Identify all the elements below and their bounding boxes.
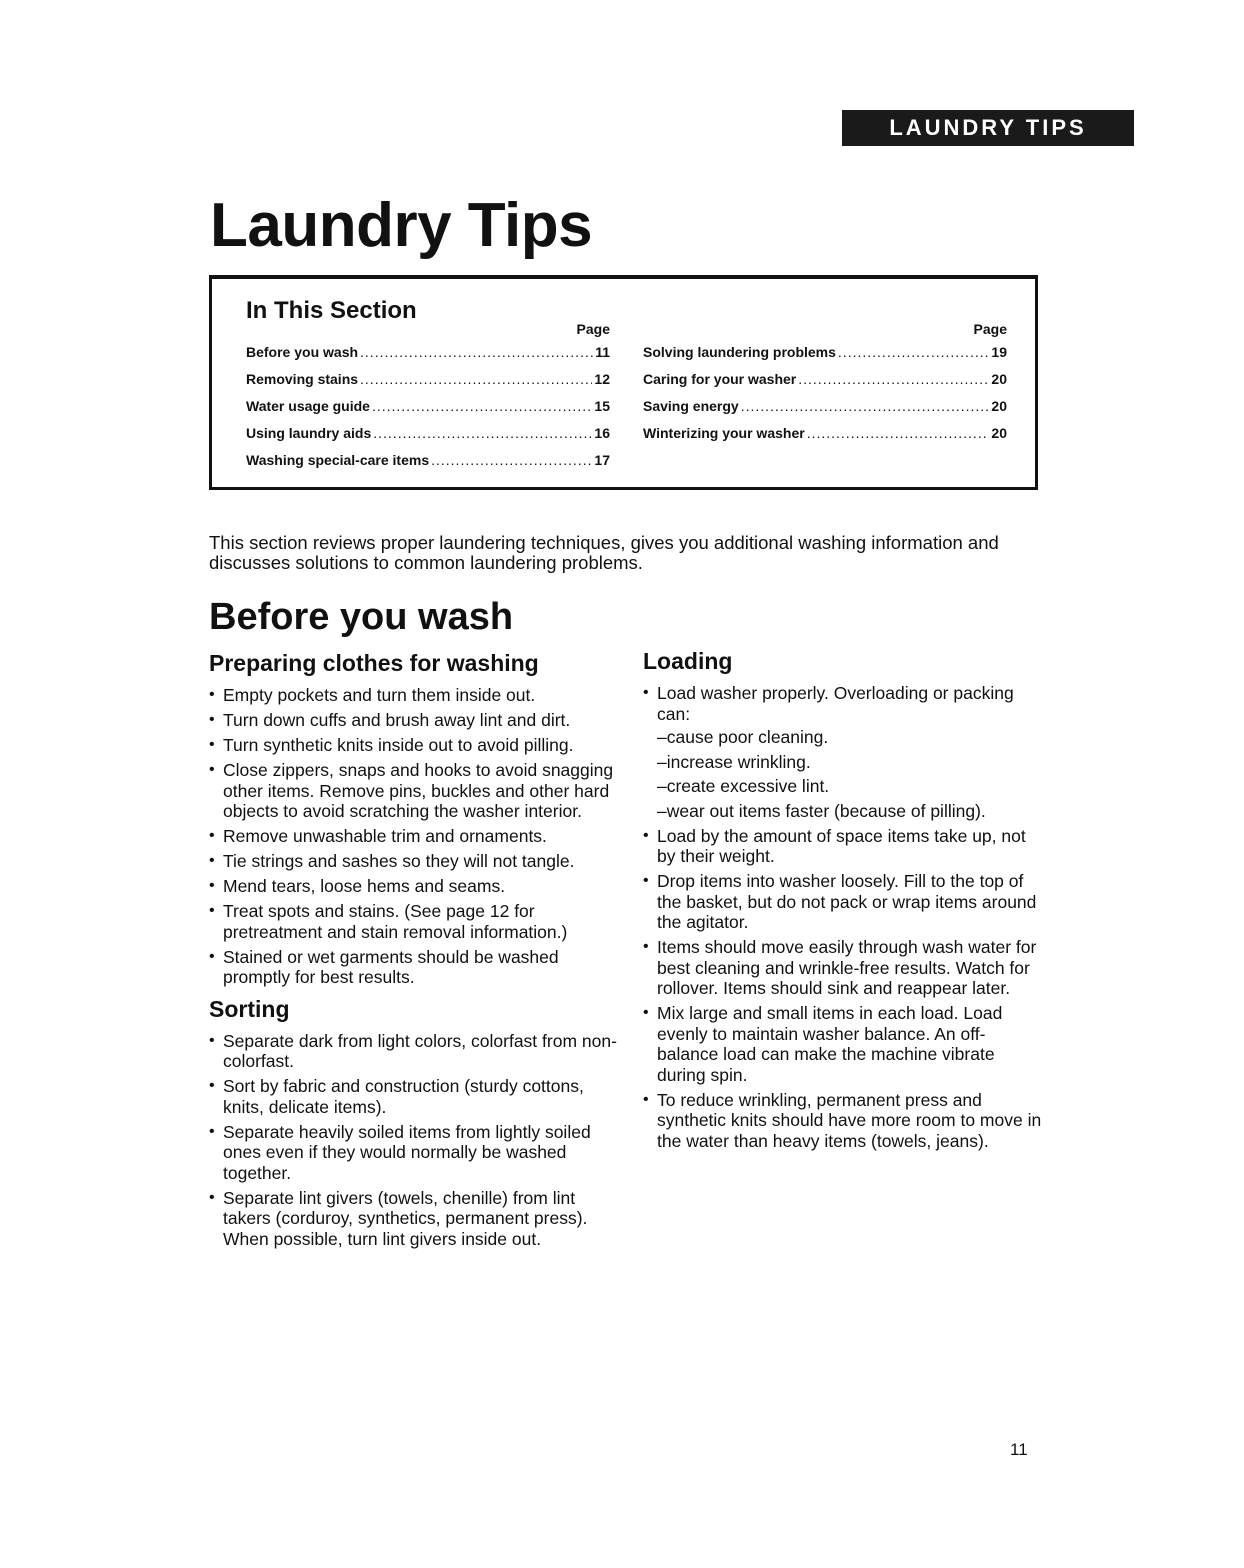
list-item: • Drop items into washer loosely. Fill to the top of the basket, but do not pack or wrap items around the agitator. <box>643 871 1043 933</box>
section-title: Before you wash <box>209 596 514 638</box>
list-item <box>643 683 1043 821</box>
list-item: • Sort by fabric and construction (sturdy cottons, knits, delicate items). <box>209 1076 619 1117</box>
list-item: • Empty pockets and turn them inside out. <box>209 685 619 706</box>
sorting-heading: Sorting <box>209 995 290 1022</box>
toc-column-right <box>643 321 1007 447</box>
toc-page-label: Page <box>576 321 610 337</box>
toc-leader-dots <box>838 339 990 366</box>
sub-list-item: –cause poor cleaning. <box>657 727 829 747</box>
toc-leader-dots <box>360 366 592 393</box>
preparing-list <box>209 685 619 988</box>
toc-leader-dots <box>798 366 989 393</box>
toc-entry-page: 16 <box>594 425 610 441</box>
toc-entry-page: 19 <box>991 344 1007 360</box>
preparing-heading: Preparing clothes for washing <box>209 650 539 676</box>
sub-list-item: –increase wrinkling. <box>657 751 811 772</box>
toc-entry-page: 12 <box>594 371 610 387</box>
sorting-list <box>209 1031 619 1250</box>
toc-entry-page: 11 <box>595 344 610 360</box>
toc-entry-label: Removing stains <box>246 371 359 387</box>
toc-column-left <box>246 321 610 474</box>
left-column <box>209 650 619 1254</box>
toc-entry <box>643 339 1007 366</box>
sub-list-item: –wear out items faster (because of pilling). <box>657 800 986 821</box>
page-title: Laundry Tips <box>210 191 593 260</box>
toc-entry <box>246 420 610 447</box>
toc-leader-dots <box>360 339 593 366</box>
list-item: • Turn synthetic knits inside out to avoid pilling. <box>209 735 619 756</box>
toc-leader-dots <box>373 420 592 447</box>
list-item: • To reduce wrinkling, permanent press and synthetic knits should have more room to move in the water than heavy items (towels, jeans). <box>643 1090 1043 1152</box>
toc-entry-page: 20 <box>991 425 1007 441</box>
toc-entry-label: Water usage guide <box>246 398 370 414</box>
list-item: • Mend tears, loose hems and seams. <box>209 876 619 897</box>
toc-leader-dots <box>431 447 592 474</box>
toc-entry-page: 20 <box>991 371 1007 387</box>
list-item: • Separate dark from light colors, colorfast from non-colorfast. <box>209 1031 619 1072</box>
toc-entry-label: Using laundry aids <box>246 425 372 441</box>
toc-entry <box>246 339 610 366</box>
toc-entry <box>643 366 1007 393</box>
toc-entry <box>643 393 1007 420</box>
sub-list-item: –create excessive lint. <box>657 776 830 796</box>
list-item: • Turn down cuffs and brush away lint and dirt. <box>209 710 619 731</box>
toc-entry-label: Washing special-care items <box>246 452 430 468</box>
toc-heading: In This Section <box>246 297 417 324</box>
loading-list <box>643 683 1043 1151</box>
toc-box <box>209 275 1038 490</box>
toc-entry-label: Winterizing your washer <box>643 425 805 441</box>
toc-entry-label: Solving laundering problems <box>643 344 836 360</box>
loading-sub-list <box>657 727 1043 821</box>
toc-entry-page: 20 <box>991 398 1007 414</box>
section-tab-banner: LAUNDRY TIPS <box>842 110 1134 146</box>
toc-entry-label: Saving energy <box>643 398 739 414</box>
toc-entry <box>246 366 610 393</box>
list-item-text: Load washer properly. Overloading or packing can: <box>657 683 1014 724</box>
toc-entry <box>643 420 1007 447</box>
toc-leader-dots <box>741 393 990 420</box>
toc-entry <box>246 447 610 474</box>
loading-heading: Loading <box>643 648 733 674</box>
toc-entry-label: Before you wash <box>246 344 359 360</box>
toc-entry-page: 17 <box>594 452 610 468</box>
right-column <box>643 648 1043 1156</box>
toc-page-label: Page <box>973 321 1007 337</box>
toc-leader-dots <box>807 420 990 447</box>
toc-entry <box>246 393 610 420</box>
toc-entry-page: 15 <box>594 398 610 414</box>
list-item: • Separate lint givers (towels, chenille) from lint takers (corduroy, synthetics, permanent press). When possible, turn lint givers inside out. <box>209 1188 619 1250</box>
list-item: • Treat spots and stains. (See page 12 for pretreatment and stain removal information.) <box>209 901 619 942</box>
list-item: • Stained or wet garments should be washed promptly for best results. <box>209 947 619 988</box>
intro-paragraph: This section reviews proper laundering techniques, gives you additional washing information and discusses solutions to common laundering problems. <box>209 531 999 573</box>
list-item: • Mix large and small items in each load. Load evenly to maintain washer balance. An off-balance load can make the machine vibrate during spin. <box>643 1003 1043 1085</box>
page-number: 11 <box>1010 1440 1028 1459</box>
list-item: • Items should move easily through wash water for best cleaning and wrinkle-free results. Watch for rollover. Items should sink and reappear later. <box>643 937 1043 999</box>
list-item: • Remove unwashable trim and ornaments. <box>209 826 619 847</box>
list-item: • Separate heavily soiled items from lightly soiled ones even if they would normally be washed together. <box>209 1122 619 1184</box>
toc-entry-label: Caring for your washer <box>643 371 797 387</box>
list-item: • Close zippers, snaps and hooks to avoid snagging other items. Remove pins, buckles and other hard objects to avoid scratching the washer interior. <box>209 760 619 822</box>
list-item: • Tie strings and sashes so they will not tangle. <box>209 851 619 872</box>
toc-leader-dots <box>372 393 592 420</box>
list-item: • Load by the amount of space items take up, not by their weight. <box>643 826 1043 867</box>
